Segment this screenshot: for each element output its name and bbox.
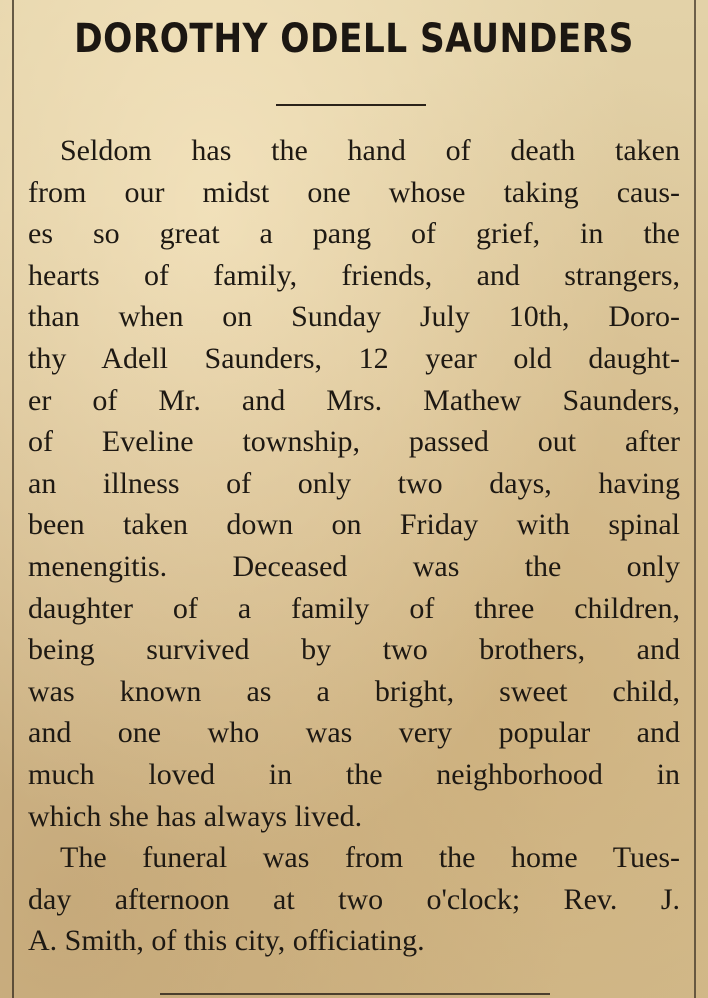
article-line: menengitis. Deceased was the only (28, 549, 680, 583)
article-line: than when on Sunday July 10th, Doro- (28, 300, 680, 334)
article-line: from our midst one whose taking caus- (28, 175, 680, 209)
column-rule-left (12, 0, 14, 998)
article-line: an illness of only two days, having (28, 466, 680, 500)
article-line: daughter of a family of three children, (28, 591, 680, 625)
article-line: was known as a bright, sweet child, (28, 674, 680, 708)
article-line: and one who was very popular and (28, 716, 680, 750)
headline-divider (276, 104, 426, 106)
article-line: of Eveline township, passed out after (28, 425, 680, 459)
article-line: hearts of family, friends, and strangers, (28, 258, 680, 292)
article-line: being survived by two brothers, and (28, 633, 680, 667)
article-line: been taken down on Friday with spinal (28, 508, 680, 542)
article-line: Seldom has the hand of death taken (60, 134, 680, 167)
article-line: day afternoon at two o'clock; Rev. J. (28, 882, 680, 916)
article-body (28, 130, 680, 962)
article-line: er of Mr. and Mrs. Mathew Saunders, (28, 383, 680, 417)
article-line: much loved in the neighborhood in (28, 757, 680, 791)
article-line: The funeral was from the home Tues- (60, 841, 680, 875)
article-headline: DOROTHY ODELL SAUNDERS (74, 16, 634, 62)
column-rule-right (694, 0, 696, 998)
article-line: which she has always lived. (28, 799, 363, 833)
bottom-rule (160, 993, 550, 995)
article-line: thy Adell Saunders, 12 year old daught- (28, 341, 680, 375)
article-line: es so great a pang of grief, in the (28, 217, 680, 251)
article-line: A. Smith, of this city, officiating. (28, 924, 425, 958)
